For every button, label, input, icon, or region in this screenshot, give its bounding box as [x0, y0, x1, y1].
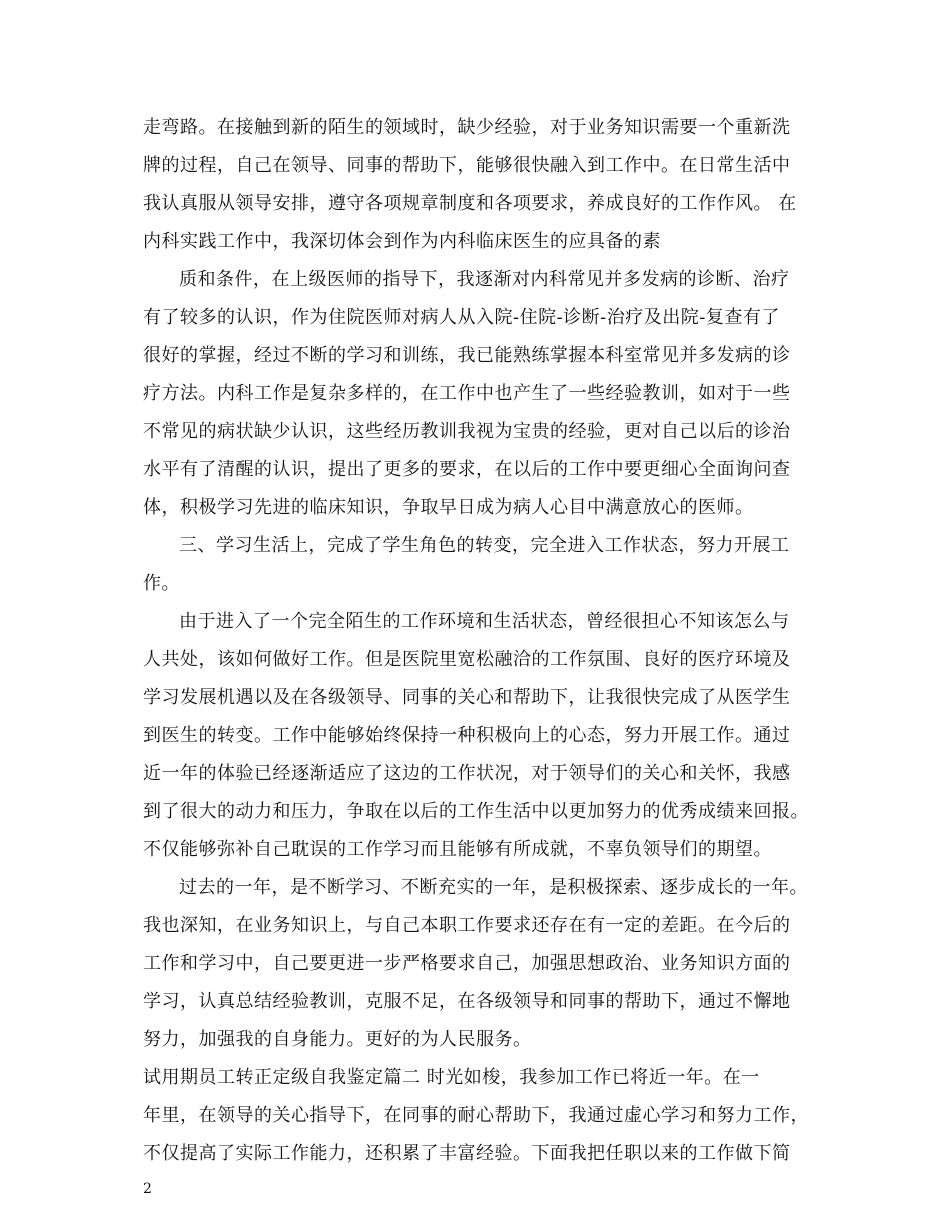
text-line: 过去的一年，是不断学习、不断充实的一年，是积极探索、逐步成长的一年。	[179, 877, 808, 898]
text-line: 不常见的病状缺少认识，这些经历教训我视为宝贵的经验，更对自己以后的诊治	[143, 421, 791, 442]
text-line: 人共处，该如何做好工作。但是医院里宽松融洽的工作氛围、良好的医疗环境及	[143, 649, 791, 670]
text-line: 我认真服从领导安排，遵守各项规章制度和各项要求，养成良好的工作作风。 在	[143, 193, 797, 214]
text-line: 有了较多的认识，作为住院医师对病人从入院-住院-诊断-治疗及出院-复查有了	[143, 307, 780, 328]
text-line: 学习发展机遇以及在各级领导、同事的关心和帮助下，让我很快完成了从医学生	[143, 687, 791, 708]
text-line: 工作和学习中，自己要更进一步严格要求自己，加强思想政治、业务知识方面的	[143, 953, 791, 974]
text-line: 到了很大的动力和压力，争取在以后的工作生活中以更加努力的优秀成绩来回报。	[143, 801, 809, 822]
text-line: 走弯路。在接触到新的陌生的领域时，缺少经验，对于业务知识需要一个重新洗	[143, 117, 791, 138]
text-line: 作。	[143, 573, 180, 594]
text-line: 质和条件，在上级医师的指导下，我逐渐对内科常见并多发病的诊断、治疗	[179, 269, 790, 290]
text-line: 水平有了清醒的认识，提出了更多的要求，在以后的工作中要更细心全面询问查	[143, 459, 791, 480]
text-line: 体，积极学习先进的临床知识，争取早日成为病人心目中满意放心的医师。	[143, 497, 754, 518]
text-line: 学习，认真总结经验教训，克服不足，在各级领导和同事的帮助下，通过不懈地	[143, 991, 791, 1012]
text-line: 很好的掌握，经过不断的学习和训练，我已能熟练掌握本科室常见并多发病的诊	[143, 345, 791, 366]
text-line: 三、学习生活上，完成了学生角色的转变，完全进入工作状态，努力开展工	[179, 535, 790, 556]
text-line: 到医生的转变。工作中能够始终保持一种积极向上的心态，努力开展工作。通过	[143, 725, 791, 746]
text-line: 近一年的体验已经逐渐适应了这边的工作状况，对于领导们的关心和关怀，我感	[143, 763, 791, 784]
text-line: 我也深知，在业务知识上，与自己本职工作要求还存在有一定的差距。在今后的	[143, 915, 791, 936]
text-line: 疗方法。内科工作是复杂多样的，在工作中也产生了一些经验教训，如对于一些	[143, 383, 791, 404]
text-line: 年里，在领导的关心指导下，在同事的耐心帮助下，我通过虚心学习和努力工作，	[143, 1105, 809, 1126]
text-line: 内科实践工作中，我深切体会到作为内科临床医生的应具备的素	[143, 231, 661, 252]
text-line: 牌的过程，自己在领导、同事的帮助下，能够很快融入到工作中。在日常生活中	[143, 155, 791, 176]
text-line: 试用期员工转正定级自我鉴定篇二 时光如梭，我参加工作已将近一年。在一	[143, 1067, 760, 1088]
text-line: 不仅提高了实际工作能力，还积累了丰富经验。下面我把任职以来的工作做下简	[143, 1143, 791, 1164]
text-line: 努力，加强我的自身能力。更好的为人民服务。	[143, 1029, 532, 1050]
page-number: 2	[143, 1181, 152, 1197]
text-line: 由于进入了一个完全陌生的工作环境和生活状态，曾经很担心不知该怎么与	[179, 611, 790, 632]
text-line: 不仅能够弥补自己耽误的工作学习而且能够有所成就，不辜负领导们的期望。	[143, 839, 772, 860]
